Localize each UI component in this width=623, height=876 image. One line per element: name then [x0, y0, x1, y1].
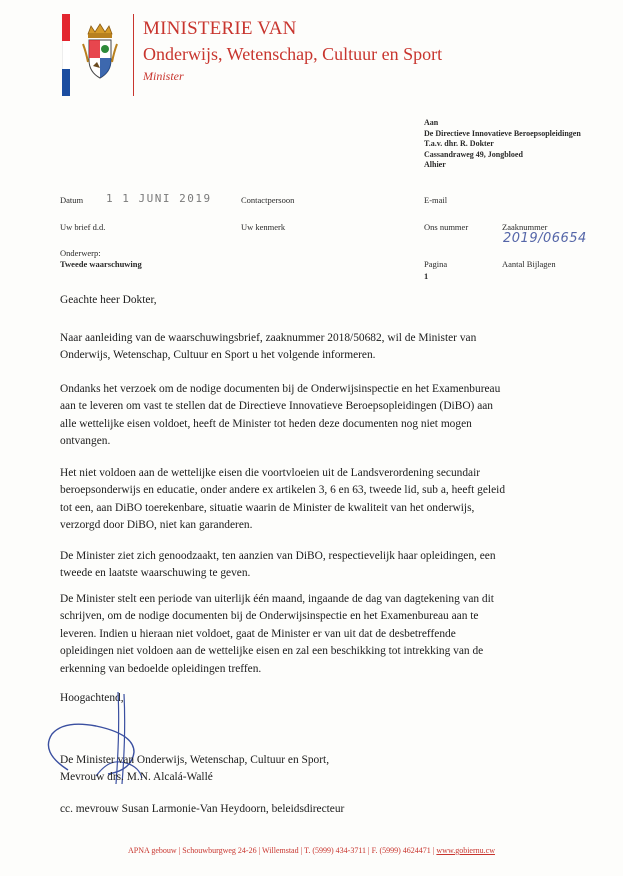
address-label: Aan — [424, 118, 439, 127]
date-stamp: 1 1 JUNI 2019 — [106, 192, 212, 205]
flag-stripe — [62, 14, 70, 96]
uw-brief-label: Uw brief d.d. — [60, 222, 106, 232]
address-line: De Directieve Innovatieve Beroepsopleidingen — [424, 128, 581, 138]
paragraph-line: Ondanks het verzoek om de nodige documenten bij de Onderwijsinspectie en het Examenbureau — [60, 383, 501, 395]
coat-of-arms-icon — [80, 22, 120, 84]
ministry-role: Minister — [143, 69, 184, 83]
paragraph-line: leveren. Indien u hieraan niet voldoet, gaat de Minister er van uit dat de desbetreffende — [60, 627, 456, 640]
paragraph-line: opleidingen niet voldoen aan de wettelijke eisen en zal een beschikking tot intrekking van de — [60, 645, 484, 658]
footer-address: APNA gebouw | Schouwburgweg 24-26 | Willemstad | T. (5999) 434-3711 | F. (5999) 4624471 | — [128, 846, 437, 855]
closing: Hoogachtend, — [60, 692, 124, 704]
paragraph-3 — [60, 465, 588, 535]
paragraph-line: De Minister stelt een periode van uiterlijk één maand, ingaande de dag van dagtekening van dit — [60, 593, 494, 605]
paragraph-line: tot een, aan DiBO toerekenbare, situatie waarin de Minister de kwaliteit van het onderwijs, — [60, 501, 475, 514]
paragraph-line: aan te leveren om vast te stellen dat de Directieve Innovatieve Beroepsopleidingen (DiBO) aan — [60, 400, 493, 413]
paragraph-line: alle wettelijke eisen voldoet, heeft de Minister tot heden deze documenten nog niet mogen — [60, 417, 472, 430]
onderwerp-value: Tweede waarschuwing — [60, 259, 142, 269]
signatory-title: De Minister van Onderwijs, Wetenschap, Cultuur en Sport, — [60, 754, 330, 766]
paragraph-2 — [60, 381, 588, 451]
uw-kenmerk-label: Uw kenmerk — [241, 222, 286, 232]
paragraph-line: verzorgd door DiBO, niet kan garanderen. — [60, 519, 253, 532]
address-line: Alhier — [424, 160, 446, 170]
paragraph-4 — [60, 548, 588, 583]
address-line: Cassandraweg 49, Jongbloed — [424, 149, 523, 159]
recipient-address — [424, 118, 581, 171]
salutation: Geachte heer Dokter, — [60, 294, 157, 306]
footer — [0, 846, 623, 855]
footer-website-link[interactable]: www.gobiernu.cw — [436, 846, 495, 855]
ministry-name-line1: MINISTERIE VAN — [143, 18, 297, 39]
cc-line: cc. mevrouw Susan Larmonie-Van Heydoorn, beleidsdirecteur — [60, 803, 345, 815]
email-label: E-mail — [424, 195, 448, 205]
header-divider — [133, 14, 134, 96]
zaaknummer-handwritten: 2019/06654 — [503, 231, 587, 246]
paragraph-line: tweede en laatste waarschuwing te geven. — [60, 567, 251, 580]
ons-nummer-label: Ons nummer — [424, 222, 469, 232]
bijlagen-label: Aantal Bijlagen — [502, 259, 556, 269]
datum-label: Datum — [60, 195, 84, 205]
contact-label: Contactpersoon — [241, 195, 295, 205]
paragraph-line: Het niet voldoen aan de wettelijke eisen die voortvloeien uit de Landsverordening secundair — [60, 467, 481, 479]
onderwerp-label: Onderwerp: — [60, 248, 101, 258]
zaaknummer-label: Zaaknummer — [502, 222, 548, 232]
paragraph-line: Onderwijs, Wetenschap, Cultuur en Sport u het volgende informeren. — [60, 349, 376, 362]
paragraph-1 — [60, 330, 588, 365]
pagina-value: 1 — [424, 271, 429, 281]
paragraph-line: schrijven, om de nodige documenten bij de Onderwijsinspectie en het Examenbureau aan te — [60, 610, 479, 623]
paragraph-line: ontvangen. — [60, 435, 111, 448]
ministry-name-line2: Onderwijs, Wetenschap, Cultuur en Sport — [143, 44, 443, 64]
paragraph-5 — [60, 591, 588, 678]
paragraph-line: Naar aanleiding van de waarschuwingsbrief, zaaknummer 2018/50682, wil de Minister van — [60, 332, 477, 344]
pagina-label: Pagina — [424, 259, 448, 269]
paragraph-line: erkenning van bedoelde opleidingen treffen. — [60, 662, 262, 675]
paragraph-line: beroepsonderwijs en educatie, onder andere ex artikelen 3, 6 en 63, tweede lid, sub a, heeft geleid — [60, 484, 506, 497]
signatory-name: Mevrouw drs. M.N. Alcalá-Wallé — [60, 771, 213, 783]
address-line: T.a.v. dhr. R. Dokter — [424, 139, 494, 149]
paragraph-line: De Minister ziet zich genoodzaakt, ten aanzien van DiBO, respectievelijk haar opleidingen, een — [60, 550, 496, 562]
